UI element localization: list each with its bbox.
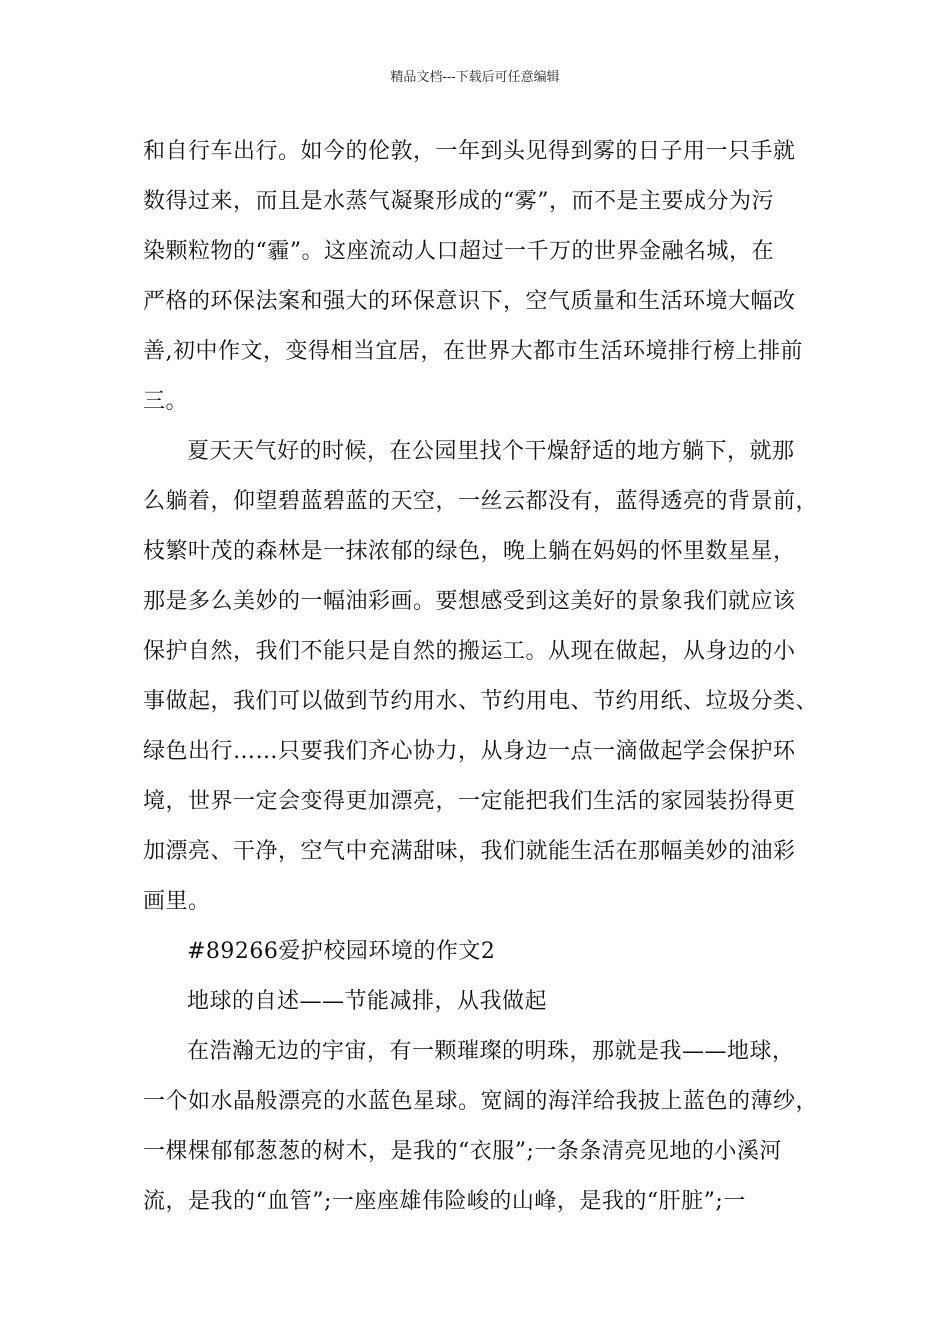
text-line: 数得过来，而且是水蒸气凝聚形成的“雾”，而不是主要成分为污	[143, 189, 774, 214]
text-line: 一棵棵郁郁葱葱的树木，是我的“衣服”;一条条清亮见地的小溪河	[143, 1139, 782, 1164]
text-line: 么躺着，仰望碧蓝碧蓝的天空，一丝云都没有，蓝得透亮的背景前，	[143, 489, 819, 514]
text-line: 加漂亮、干净，空气中充满甜味，我们就能生活在那幅美妙的油彩	[143, 839, 796, 864]
paragraph-start-line: 在浩瀚无边的宇宙，有一颗璀璨的明珠，那就是我——地球，	[187, 1039, 795, 1064]
text-line: 严格的环保法案和强大的环保意识下，空气质量和生活环境大幅改	[143, 289, 796, 314]
article-subtitle: 地球的自述——节能减排，从我做起	[187, 989, 548, 1014]
text-line: 一个如水晶般漂亮的水蓝色星球。宽阔的海洋给我披上蓝色的薄纱，	[143, 1089, 819, 1114]
paragraph-start-line: 夏天天气好的时候，在公园里找个干燥舒适的地方躺下，就那	[187, 439, 795, 464]
text-line: 和自行车出行。如今的伦敦，一年到头见得到雾的日子用一只手就	[143, 139, 796, 164]
text-line: 境，世界一定会变得更加漂亮，一定能把我们生活的家园装扮得更	[143, 789, 796, 814]
text-line: 流，是我的“血管”;一座座雄伟险峻的山峰，是我的“肝脏”;一	[143, 1189, 746, 1214]
page-header: 精品文档---下载后可任意编辑	[390, 70, 560, 85]
text-line: 三。	[143, 389, 189, 414]
text-line: 善,初中作文，变得相当宜居，在世界大都市生活环境排行榜上排前	[143, 339, 803, 364]
text-line: 事做起，我们可以做到节约用水、节约用电、节约用纸、垃圾分类、	[143, 689, 819, 714]
article-heading: #89266爱护校园环境的作文2	[187, 939, 496, 964]
text-line: 画里。	[143, 889, 211, 914]
text-line: 保护自然，我们不能只是自然的搬运工。从现在做起，从身边的小	[143, 639, 796, 664]
document-body	[143, 130, 833, 1230]
text-line: 那是多么美妙的一幅油彩画。要想感受到这美好的景象我们就应该	[143, 589, 796, 614]
text-line: 枝繁叶茂的森林是一抹浓郁的绿色，晚上躺在妈妈的怀里数星星，	[143, 539, 796, 564]
text-line: 染颗粒物的“霾”。这座流动人口超过一千万的世界金融名城，在	[143, 239, 774, 264]
text-line: 绿色出行……只要我们齐心协力，从身边一点一滴做起学会保护环	[143, 739, 796, 764]
